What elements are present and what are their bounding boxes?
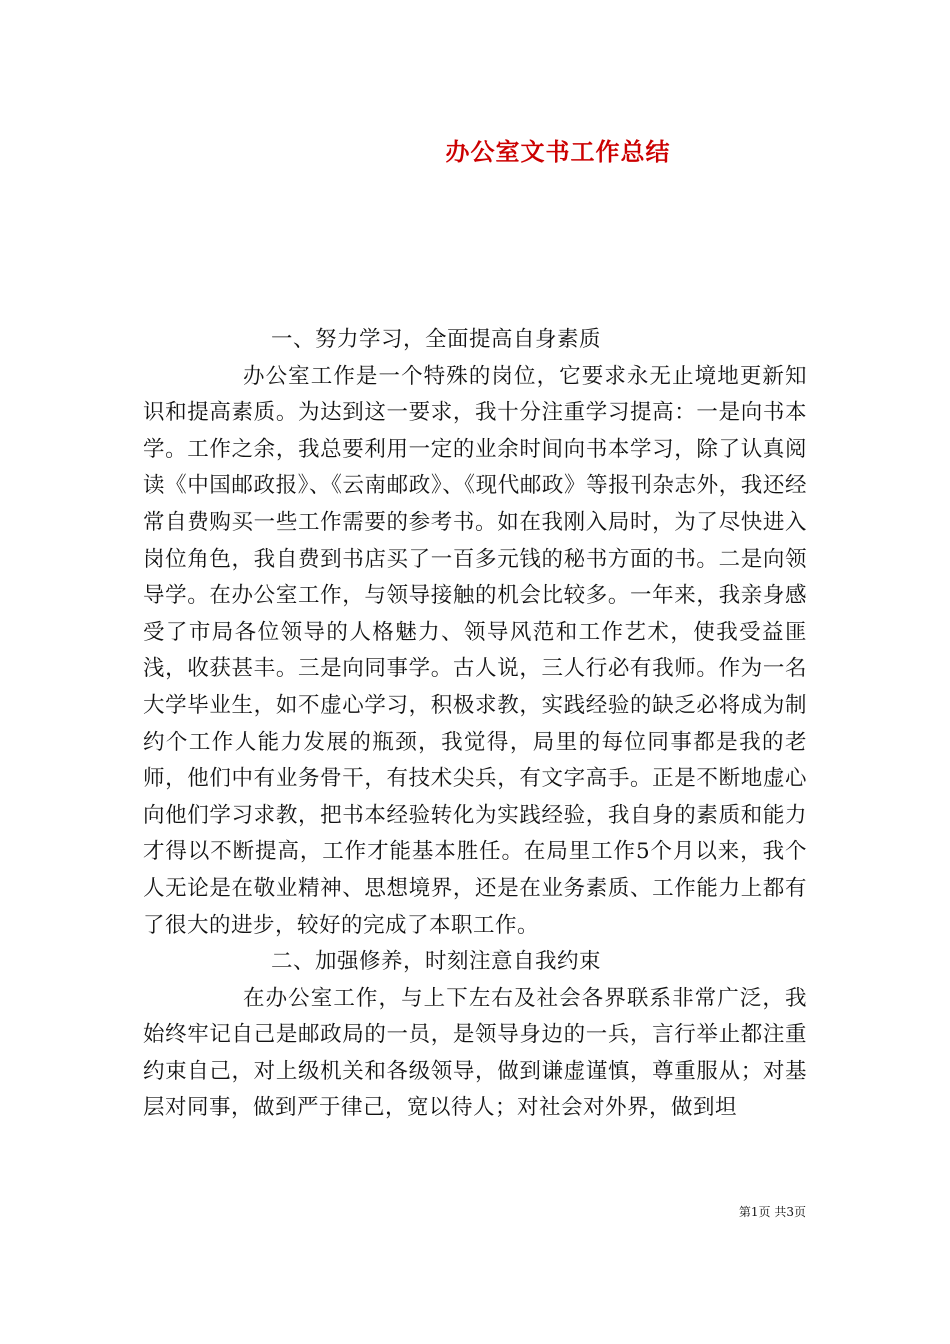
section-heading-2: 二、加强修养，时刻注意自我约束 (271, 949, 602, 975)
page-number-footer: 第1页 共3页 (738, 1205, 806, 1219)
section-heading-1: 一、努力学习，全面提高自身素质 (271, 327, 602, 352)
document-body (143, 322, 807, 1127)
page-title: 办公室文书工作总结 (445, 138, 671, 166)
section-paragraph-1: 办公室工作是一个特殊的岗位，它要求永无止境地更新知识和提高素质。为达到这一要求，我十分注重学习提高：一是向书本学。工作之余，我总要利用一定的业余时间向书本学习，除了认真阅读《中国邮政报》、《云南邮政》、《现代邮政》等报刊杂志外，我还经常自费购买一些工作需要的参考书。如在我刚入局时，为了尽快进入岗位角色，我自费到书店买了一百多元钱的秘书方面的书。二是向领导学。在办公室工作，与领导接触的机会比较多。一年来，我亲身感受了市局各位领导的人格魅力、领导风范和工作艺术，使我受益匪浅，收获甚丰。三是向同事学。古人说，三人行必有我师。作为一名大学毕业生，如不虚心学习，积极求教，实践经验的缺乏必将成为制约个工作人能力发展的瓶颈，我觉得，局里的每位同事都是我的老师，他们中有业务骨干，有技术尖兵，有文字高手。正是不断地虚心向他们学习求教，把书本经验转化为实践经验，我自身的素质和能力才得以不断提高，工作才能基本胜任。在局里工作5个月以来，我个人无论是在敬业精神、思想境界，还是在业务素质、工作能力上都有了很大的进步，较好的完成了本职工作。 (143, 363, 807, 938)
section-paragraph-2: 在办公室工作，与上下左右及社会各界联系非常广泛，我始终牢记自己是邮政局的一员，是领导身边的一兵，言行举止都注重约束自己，对上级机关和各级领导，做到谦虚谨慎，尊重服从；对基层对同事，做到严于律己，宽以待人；对社会对外界，做到坦 (143, 985, 807, 1121)
